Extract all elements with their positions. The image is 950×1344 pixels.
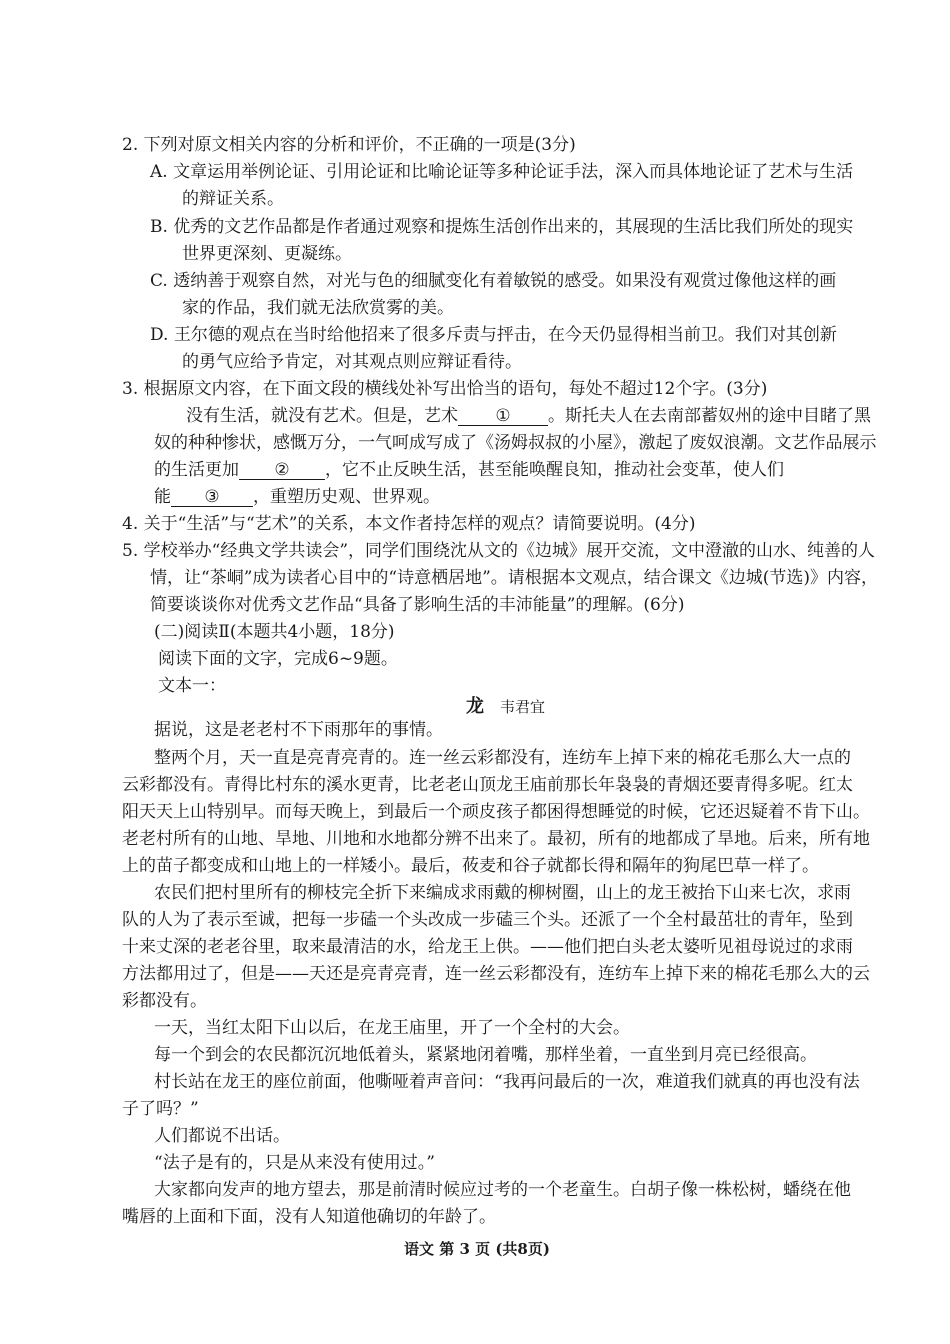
story-line: 十来丈深的老老谷里，取来最清洁的水，给龙王上供。——他们把白头老太婆听见祖母说过的求雨: [122, 937, 853, 957]
q3-passage-line3: [154, 462, 784, 480]
q5-line2: 情，让“茶峒”成为读者心目中的“诗意栖居地”。请根据本文观点，结合课文《边城(节选)》内容，: [150, 568, 879, 588]
section-instruction: 阅读下面的文字，完成6~9题。: [158, 649, 398, 669]
story-title: 龙: [466, 696, 484, 717]
q3-text: ，它不止反映生活，甚至能唤醒良知，推动社会变革，使人们: [325, 460, 784, 480]
q5-line1: 5. 学校举办“经典文学共读会”，同学们围绕沈从文的《边城》展开交流，文中澄澈的山水、纯善的人: [122, 541, 876, 561]
q3-text: ，重塑历史观、世界观。: [253, 487, 440, 507]
text-label: 文本一：: [158, 676, 226, 696]
q5-line3: 简要谈谈你对优秀文艺作品“具备了影响生活的丰沛能量”的理解。(6分): [150, 595, 685, 615]
story-line: 人们都说不出话。: [154, 1126, 290, 1146]
story-line: 方法都用过了，但是——天还是亮青亮青，连一丝云彩都没有，连纺车上掉下来的棉花毛那么大的云: [122, 964, 870, 984]
answer-blank-2[interactable]: ②: [239, 462, 325, 480]
story-line: 云彩都没有。青得比村东的溪水更青，比老老山顶龙王庙前那长年袅袅的青烟还要青得多呢。红太: [122, 775, 853, 795]
q3-passage-line2: 奴的种种惨状，感慨万分，一气呵成写成了《汤姆叔叔的小屋》，激起了废奴浪潮。文艺作品展示: [154, 433, 877, 453]
q2-option-d-line1: D. 王尔德的观点在当时给他招来了很多斥责与抨击，在今天仍显得相当前卫。我们对其创新: [150, 325, 837, 345]
q2-option-b-line1: B. 优秀的文艺作品都是作者通过观察和提炼生活创作出来的，其展现的生活比我们所处的现实: [150, 217, 854, 237]
q3-text: 能: [154, 487, 171, 507]
q2-option-a-line2: 的辩证关系。: [182, 189, 284, 209]
q2-option-b-line2: 世界更深刻、更凝练。: [182, 244, 352, 264]
section-heading: (二)阅读Ⅱ(本题共4小题，18分): [154, 622, 395, 642]
q3-text: 。斯托夫人在去南部蓄奴州的途中目睹了黑: [548, 406, 871, 426]
story-line: 阳天天上山特别早。而每天晚上，到最后一个顽皮孩子都困得想睡觉的时候，它还迟疑着不肯下山。: [122, 802, 870, 822]
q2-stem: 2. 下列对原文相关内容的分析和评价，不正确的一项是(3分): [122, 135, 576, 155]
story-line: 整两个月，天一直是亮青亮青的。连一丝云彩都没有，连纺车上掉下来的棉花毛那么大一点的: [154, 748, 851, 768]
story-line: 一天，当红太阳下山以后，在龙王庙里，开了一个全村的大会。: [154, 1018, 630, 1038]
story-line: 嘴唇的上面和下面，没有人知道他确切的年龄了。: [122, 1207, 496, 1227]
q4-stem: 4. 关于“生活”与“艺术”的关系，本文作者持怎样的观点？请简要说明。(4分): [122, 514, 696, 534]
q3-passage-line1: [186, 408, 871, 426]
q2-option-a-line1: A. 文章运用举例论证、引用论证和比喻论证等多种论证手法，深入而具体地论证了艺术与生活: [150, 162, 854, 182]
story-title-line: [466, 698, 545, 716]
story-author: 韦君宜: [500, 698, 546, 716]
q2-option-d-line2: 的勇气应给予肯定，对其观点则应辩证看待。: [182, 352, 522, 372]
answer-blank-3[interactable]: ③: [171, 489, 253, 507]
q3-text: 的生活更加: [154, 460, 239, 480]
story-line: 上的苗子都变成和山地上的一样矮小。最后，莜麦和谷子就都长得和隔年的狗尾巴草一样了。: [122, 856, 819, 876]
q2-option-c-line1: C. 透纳善于观察自然，对光与色的细腻变化有着敏锐的感受。如果没有观赏过像他这样的画: [150, 271, 837, 291]
q3-passage-line4: [154, 489, 440, 507]
story-line: 据说，这是老老村不下雨那年的事情。: [154, 720, 443, 740]
story-line: 村长站在龙王的座位前面，他嘶哑着声音问：“我再问最后的一次，难道我们就真的再也没有法: [154, 1072, 860, 1092]
q3-text: 没有生活，就没有艺术。但是，艺术: [186, 406, 458, 426]
page-footer: 语文 第 3 页 (共8页): [404, 1240, 550, 1258]
answer-blank-1[interactable]: ①: [458, 408, 548, 426]
story-line: 农民们把村里所有的柳枝完全折下来编成求雨戴的柳树圈，山上的龙王被抬下山来七次，求雨: [154, 883, 851, 903]
story-line: 每一个到会的农民都沉沉地低着头，紧紧地闭着嘴，那样坐着，一直坐到月亮已经很高。: [154, 1045, 817, 1065]
story-line: 彩都没有。: [122, 991, 207, 1011]
q2-option-c-line2: 家的作品，我们就无法欣赏雾的美。: [182, 298, 454, 318]
story-line: 大家都向发声的地方望去，那是前清时候应过考的一个老童生。白胡子像一株松树，蟠绕在他: [154, 1180, 851, 1200]
story-line: 队的人为了表示至诚，把每一步磕一个头改成一步磕三个头。还派了一个全村最茁壮的青年，坠到: [122, 910, 853, 930]
story-line: “法子是有的，只是从来没有使用过。”: [154, 1153, 435, 1173]
story-line: 老老村所有的山地、旱地、川地和水地都分辨不出来了。最初，所有的地都成了旱地。后来，所有地: [122, 829, 870, 849]
q3-stem: 3. 根据原文内容，在下面文段的横线处补写出恰当的语句，每处不超过12个字。(3分): [122, 379, 768, 399]
story-line: 子了吗？”: [122, 1099, 199, 1119]
